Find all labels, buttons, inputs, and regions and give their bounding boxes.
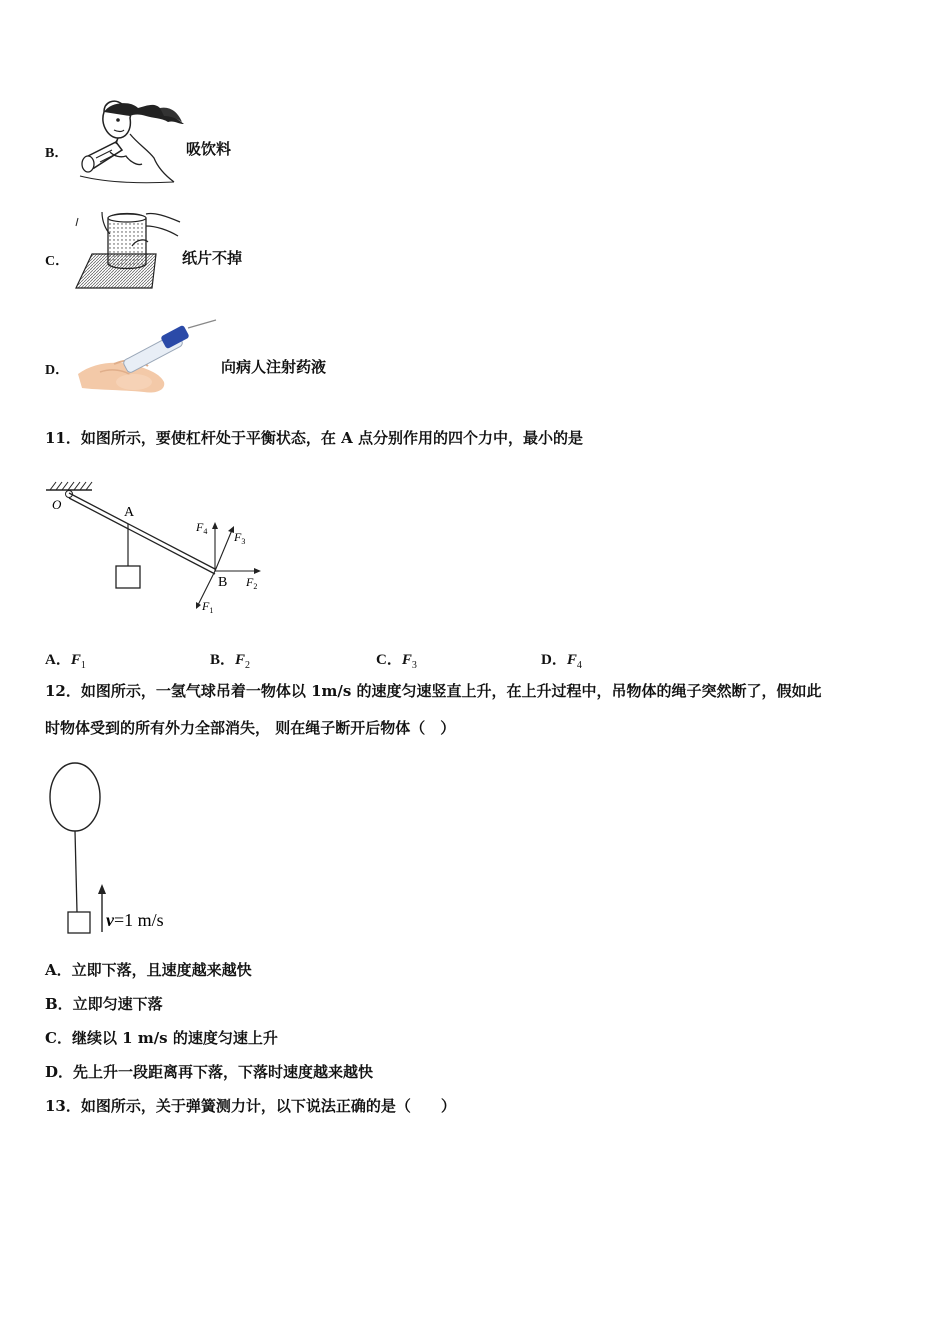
- option-c-letter: C．: [45, 254, 70, 269]
- q12-option-d[interactable]: D．先上升一段距离再下落，下落时速度越来越快: [45, 1063, 374, 1081]
- q12-option-a[interactable]: A．立即下落，且速度越来越快: [45, 961, 252, 979]
- question-12-stem-line1: 12．如图所示，一氢气球吊着一物体以 1m/s 的速度匀速竖直上升，在上升过程中，吊物体的绳子突然断了，假如此: [45, 682, 822, 700]
- label-f2: $F_2$: [246, 575, 258, 591]
- q11-answer-c[interactable]: C．$F_3$: [376, 652, 417, 671]
- question-12-stem-line2: 时物体受到的所有外力全部消失， 则在绳子断开后物体（ ）: [45, 719, 456, 737]
- q11-answer-b[interactable]: B．$F_2$: [210, 652, 251, 671]
- label-f3: $F_3$: [234, 530, 246, 546]
- option-c-caption: 纸片不掉: [182, 249, 243, 267]
- balloon-diagram: [44, 760, 194, 938]
- label-o: O: [52, 497, 62, 512]
- cup-paper-image: [72, 210, 184, 292]
- question-13-stem: 13．如图所示，关于弹簧测力计，以下说法正确的是（ ）: [45, 1097, 456, 1115]
- q12-option-c[interactable]: C．继续以 1 m/s 的速度匀速上升: [45, 1029, 278, 1047]
- q11-answer-a[interactable]: A．$F_1$: [45, 652, 86, 671]
- q11-answer-d[interactable]: D．$F_4$: [541, 652, 582, 671]
- label-b: B: [218, 575, 228, 590]
- velocity-label: v=1 m/s: [106, 910, 164, 930]
- option-d-letter: D．: [45, 363, 70, 378]
- q12-option-b[interactable]: B．立即匀速下落: [45, 995, 163, 1013]
- option-d-caption: 向病人注射药液: [221, 358, 327, 376]
- girl-drinking-image: [74, 98, 189, 186]
- lever-diagram: [44, 478, 269, 618]
- label-f4: $F_4$: [196, 520, 208, 536]
- question-11-stem: 11．如图所示，要使杠杆处于平衡状态，在 A 点分别作用的四个力中，最小的是: [45, 429, 583, 447]
- label-f1: $F_1$: [202, 599, 214, 615]
- syringe-image: [74, 318, 219, 396]
- label-a: A: [124, 505, 135, 520]
- option-b-caption: 吸饮料: [186, 140, 232, 158]
- option-b-letter: B．: [45, 146, 69, 161]
